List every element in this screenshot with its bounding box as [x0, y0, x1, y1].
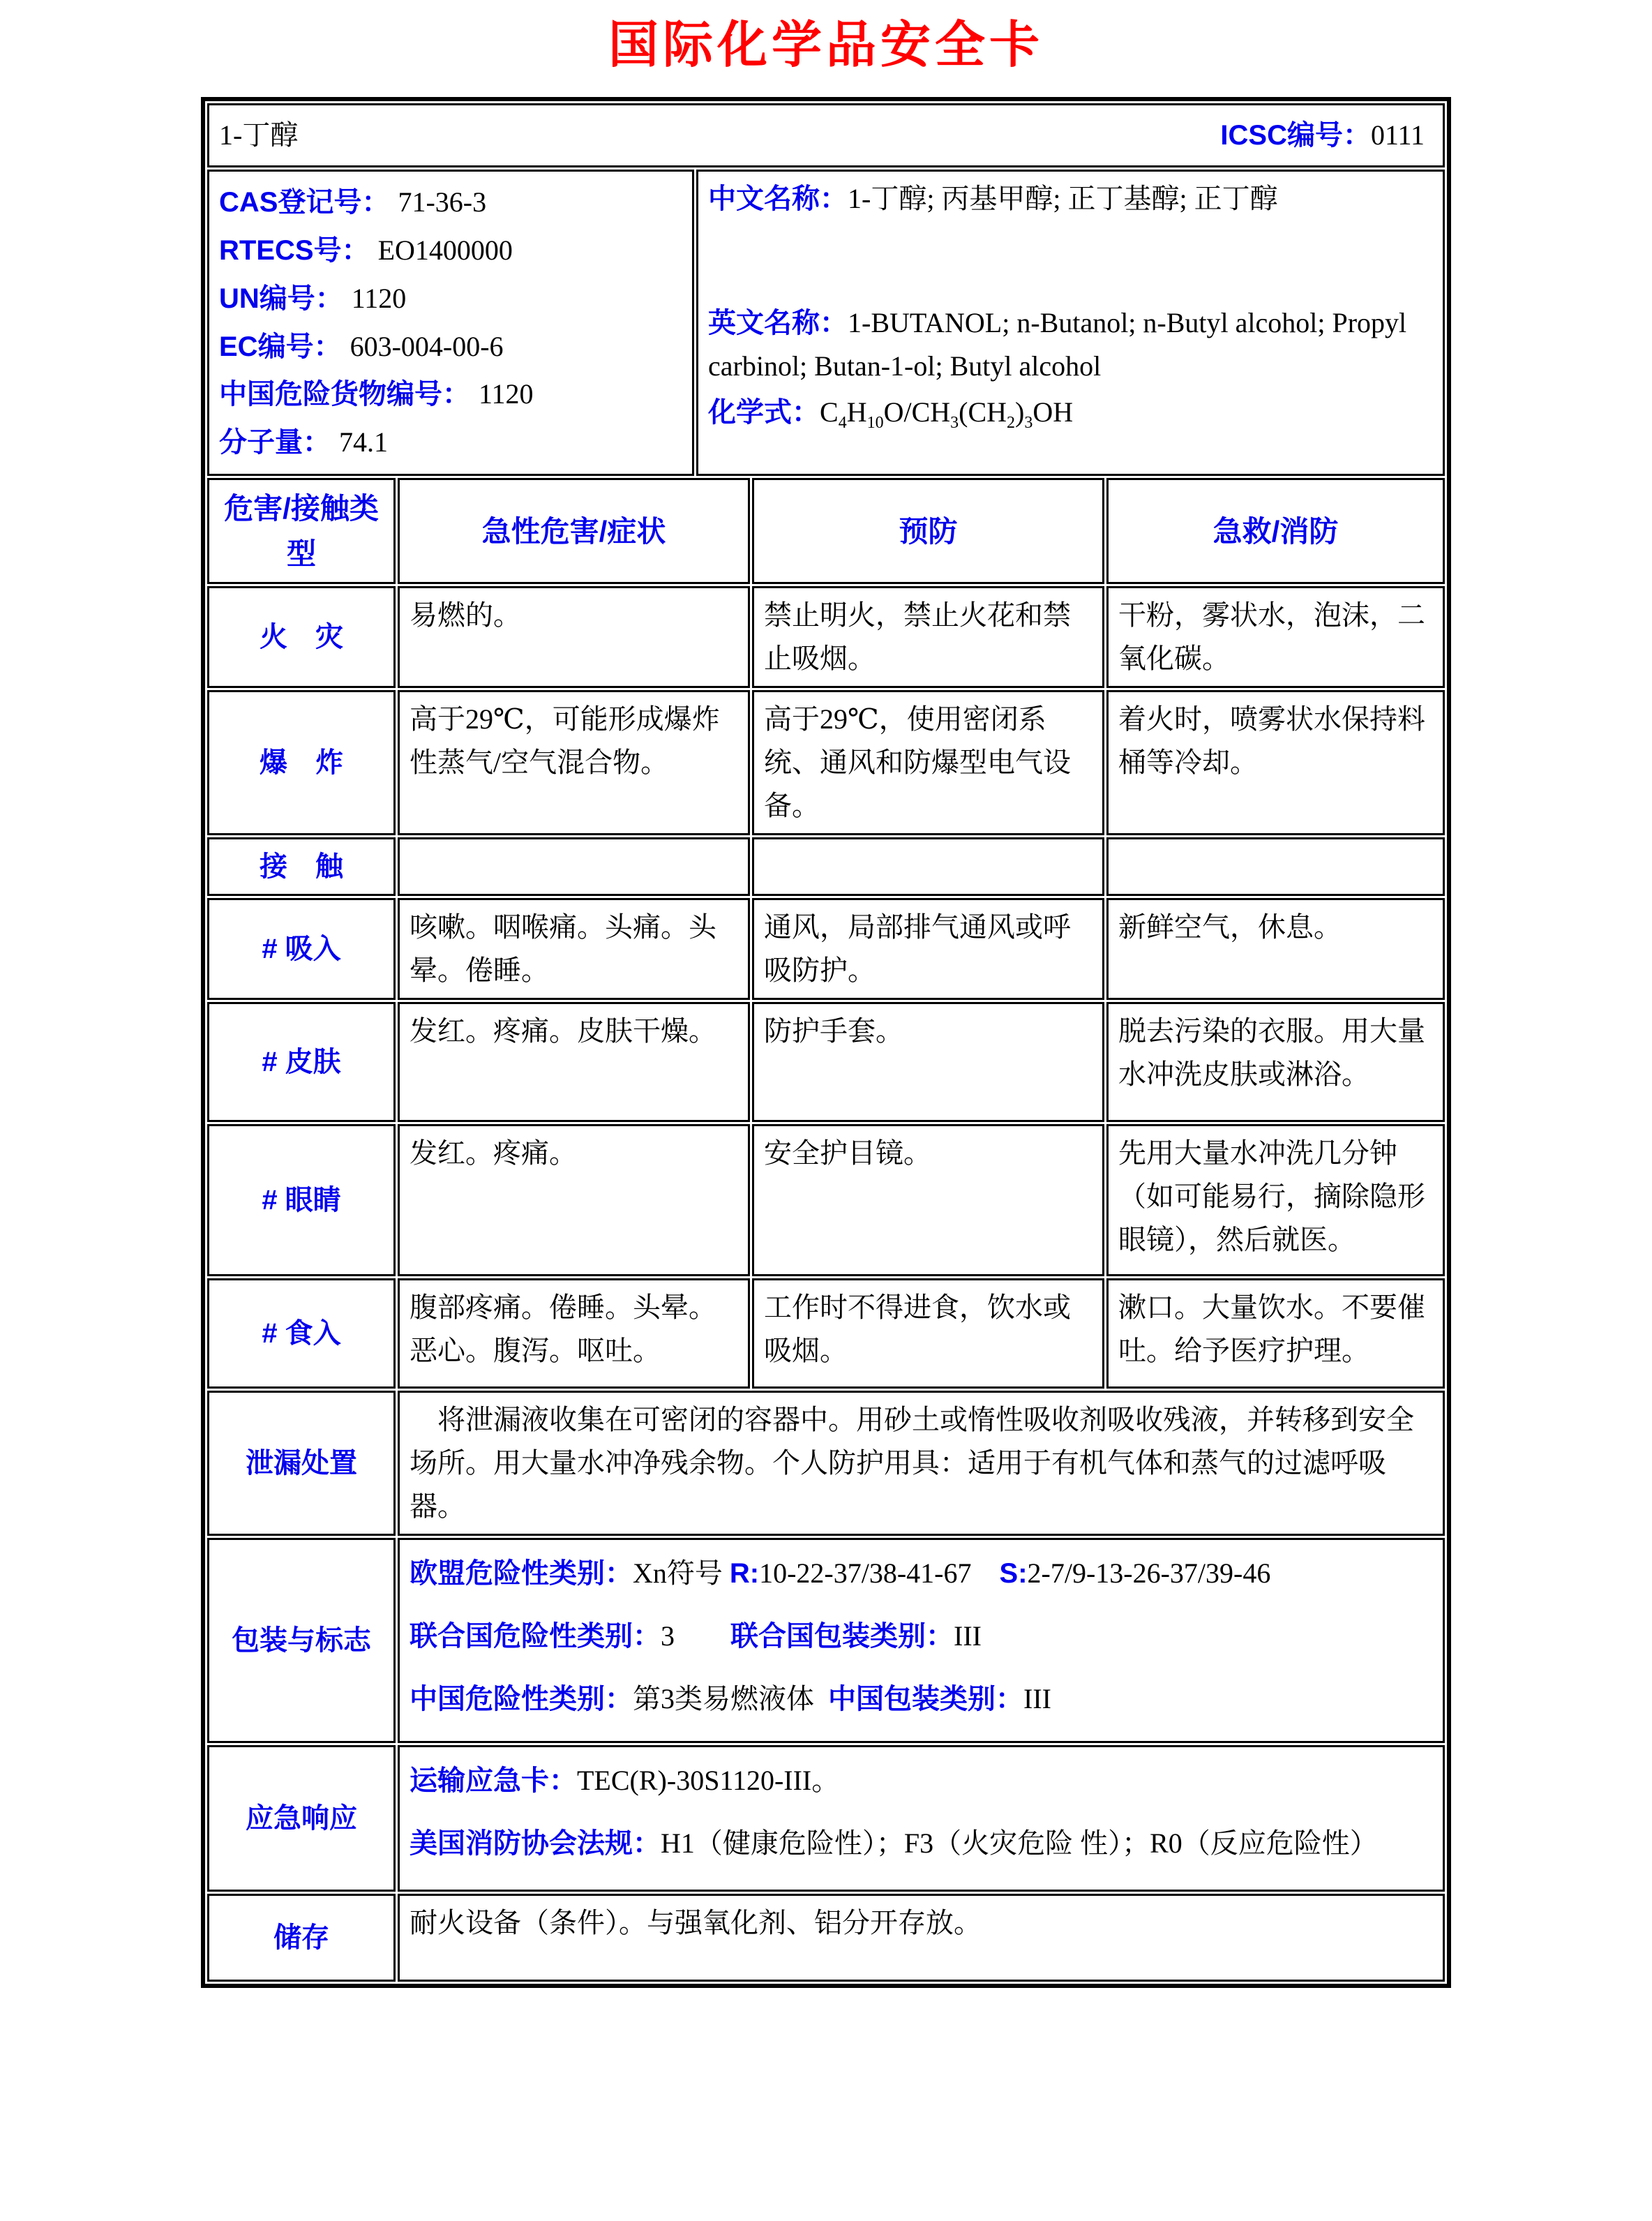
icsc-label: ICSC编号：: [1220, 120, 1371, 151]
ingestion-firstaid: 漱口。大量饮水。不要催吐。给予医疗护理。: [1106, 1278, 1445, 1389]
table-row-eyes: [207, 1124, 1445, 1276]
row-label-contact: 接 触: [207, 837, 396, 896]
row-label-emergency: 应急响应: [207, 1745, 396, 1892]
rtecs-number: RTECS号： EO1400000: [219, 234, 513, 266]
eyes-prevention: 安全护目镜。: [752, 1124, 1104, 1276]
identifiers-cell: [207, 170, 694, 476]
skin-firstaid: 脱去污染的衣服。用大量水冲洗皮肤或淋浴。: [1106, 1002, 1445, 1122]
icsc-number: [1220, 114, 1425, 157]
ec-number: EC编号： 603-004-00-6: [219, 330, 504, 362]
names-cell: [696, 170, 1445, 476]
row-label-packaging: 包装与标志: [207, 1538, 396, 1743]
page-title: 国际化学品安全卡: [608, 17, 1044, 73]
explosion-firstaid: 着火时，喷雾状水保持料桶等冷却。: [1106, 690, 1445, 835]
table-row-spill: [207, 1391, 1445, 1536]
header-prevention: 预防: [752, 478, 1104, 584]
row-label-spill: 泄漏处置: [207, 1391, 396, 1536]
row-label-eyes: # 眼睛: [207, 1124, 396, 1276]
ingestion-symptom: 腹部疼痛。倦睡。头晕。恶心。腹泻。呕吐。: [398, 1278, 750, 1389]
table-row-ingestion: [207, 1278, 1445, 1389]
header-hazard-type: 危害/接触类型: [207, 478, 396, 584]
fire-symptom: 易燃的。: [398, 586, 750, 688]
identification-row: [207, 170, 1445, 476]
header-first-aid: 急救/消防: [1106, 478, 1445, 584]
spill-text: 将泄漏液收集在可密闭的容器中。用砂土或惰性吸收剂吸收残液，并转移到安全场所。用大量水冲净残余物。个人防护用具：适用于有机气体和蒸气的过滤呼吸器。: [398, 1391, 1445, 1536]
un-number: UN编号： 1120: [219, 282, 407, 314]
row-label-ingestion: # 食入: [207, 1278, 396, 1389]
row-label-fire: 火 灾: [207, 586, 396, 688]
substance-name: 1-丁醇: [219, 119, 299, 151]
table-row-emergency: [207, 1745, 1445, 1892]
substance-header-cell: [207, 103, 1445, 167]
china-classification: 中国危险性类别：第3类易燃液体 中国包装类别：III: [410, 1683, 1051, 1715]
china-dangerous-goods-number: 中国危险货物编号： 1120: [219, 378, 534, 410]
chemical-formula: 化学式：$C_4H_{10}O/CH_3(CH_2)_3OH$: [708, 396, 1074, 433]
row-label-inhalation: # 吸入: [207, 898, 396, 1000]
contact-firstaid: [1106, 837, 1445, 896]
molecular-weight: 分子量： 74.1: [219, 426, 388, 458]
storage-text: 耐火设备（条件）。与强氧化剂、铝分开存放。: [398, 1894, 1445, 1982]
fire-firstaid: 干粉，雾状水，泡沫，二氧化碳。: [1106, 586, 1445, 688]
eyes-symptom: 发红。疼痛。: [398, 1124, 750, 1276]
row-label-explosion: 爆 炸: [207, 690, 396, 835]
nfpa-code: 美国消防协会法规：H1（健康危险性）；F3（火灾危险 性）；R0（反应危险性）: [410, 1827, 1378, 1860]
eu-classification: 欧盟危险性类别：Xn符号 R:10-22-37/38-41-67 S:2-7/9-13-26-37/39-46: [410, 1557, 1271, 1590]
emergency-text: [398, 1745, 1445, 1892]
table-row-explosion: [207, 690, 1445, 835]
un-classification: 联合国危险性类别：3 联合国包装类别：III: [410, 1620, 982, 1652]
row-label-storage: 储存: [207, 1894, 396, 1982]
substance-row: [207, 103, 1445, 167]
skin-prevention: 防护手套。: [752, 1002, 1104, 1122]
cas-number: CAS登记号： 71-36-3: [219, 186, 487, 218]
english-name: 英文名称：1-BUTANOL; n-Butanol; n-Butyl alcohol; Propyl carbinol; Butan-1-ol; Butyl alcohol: [708, 307, 1407, 382]
safety-card-table: [201, 97, 1451, 1988]
explosion-symptom: 高于29℃，可能形成爆炸性蒸气/空气混合物。: [398, 690, 750, 835]
icsc-value: 0111: [1370, 119, 1425, 151]
ingestion-prevention: 工作时不得进食，饮水或吸烟。: [752, 1278, 1104, 1389]
explosion-prevention: 高于29℃，使用密闭系统、通风和防爆型电气设备。: [752, 690, 1104, 835]
header-acute-symptoms: 急性危害/症状: [398, 478, 750, 584]
table-row-inhalation: [207, 898, 1445, 1000]
table-row-packaging: [207, 1538, 1445, 1743]
formula-text: $C_4H_{10}O/CH_3(CH_2)_3OH$: [820, 396, 1074, 433]
row-label-skin: # 皮肤: [207, 1002, 396, 1122]
transport-emergency-card: 运输应急卡：TEC(R)-30S1120-III。: [410, 1765, 840, 1797]
packaging-text: [398, 1538, 1445, 1743]
inhalation-prevention: 通风，局部排气通风或呼吸防护。: [752, 898, 1104, 1000]
table-row-skin: [207, 1002, 1445, 1122]
table-row-storage: [207, 1894, 1445, 1982]
eyes-firstaid: 先用大量水冲洗几分钟（如可能易行，摘除隐形眼镜），然后就医。: [1106, 1124, 1445, 1276]
hazard-table-header: [207, 478, 1445, 584]
fire-prevention: 禁止明火，禁止火花和禁止吸烟。: [752, 586, 1104, 688]
inhalation-firstaid: 新鲜空气，休息。: [1106, 898, 1445, 1000]
inhalation-symptom: 咳嗽。咽喉痛。头痛。头晕。倦睡。: [398, 898, 750, 1000]
table-row-fire: [207, 586, 1445, 688]
table-row-contact: [207, 837, 1445, 896]
chinese-name: 中文名称：1-丁醇; 丙基甲醇; 正丁基醇; 正丁醇: [708, 183, 1278, 215]
contact-prevention: [752, 837, 1104, 896]
contact-symptom: [398, 837, 750, 896]
skin-symptom: 发红。疼痛。皮肤干燥。: [398, 1002, 750, 1122]
